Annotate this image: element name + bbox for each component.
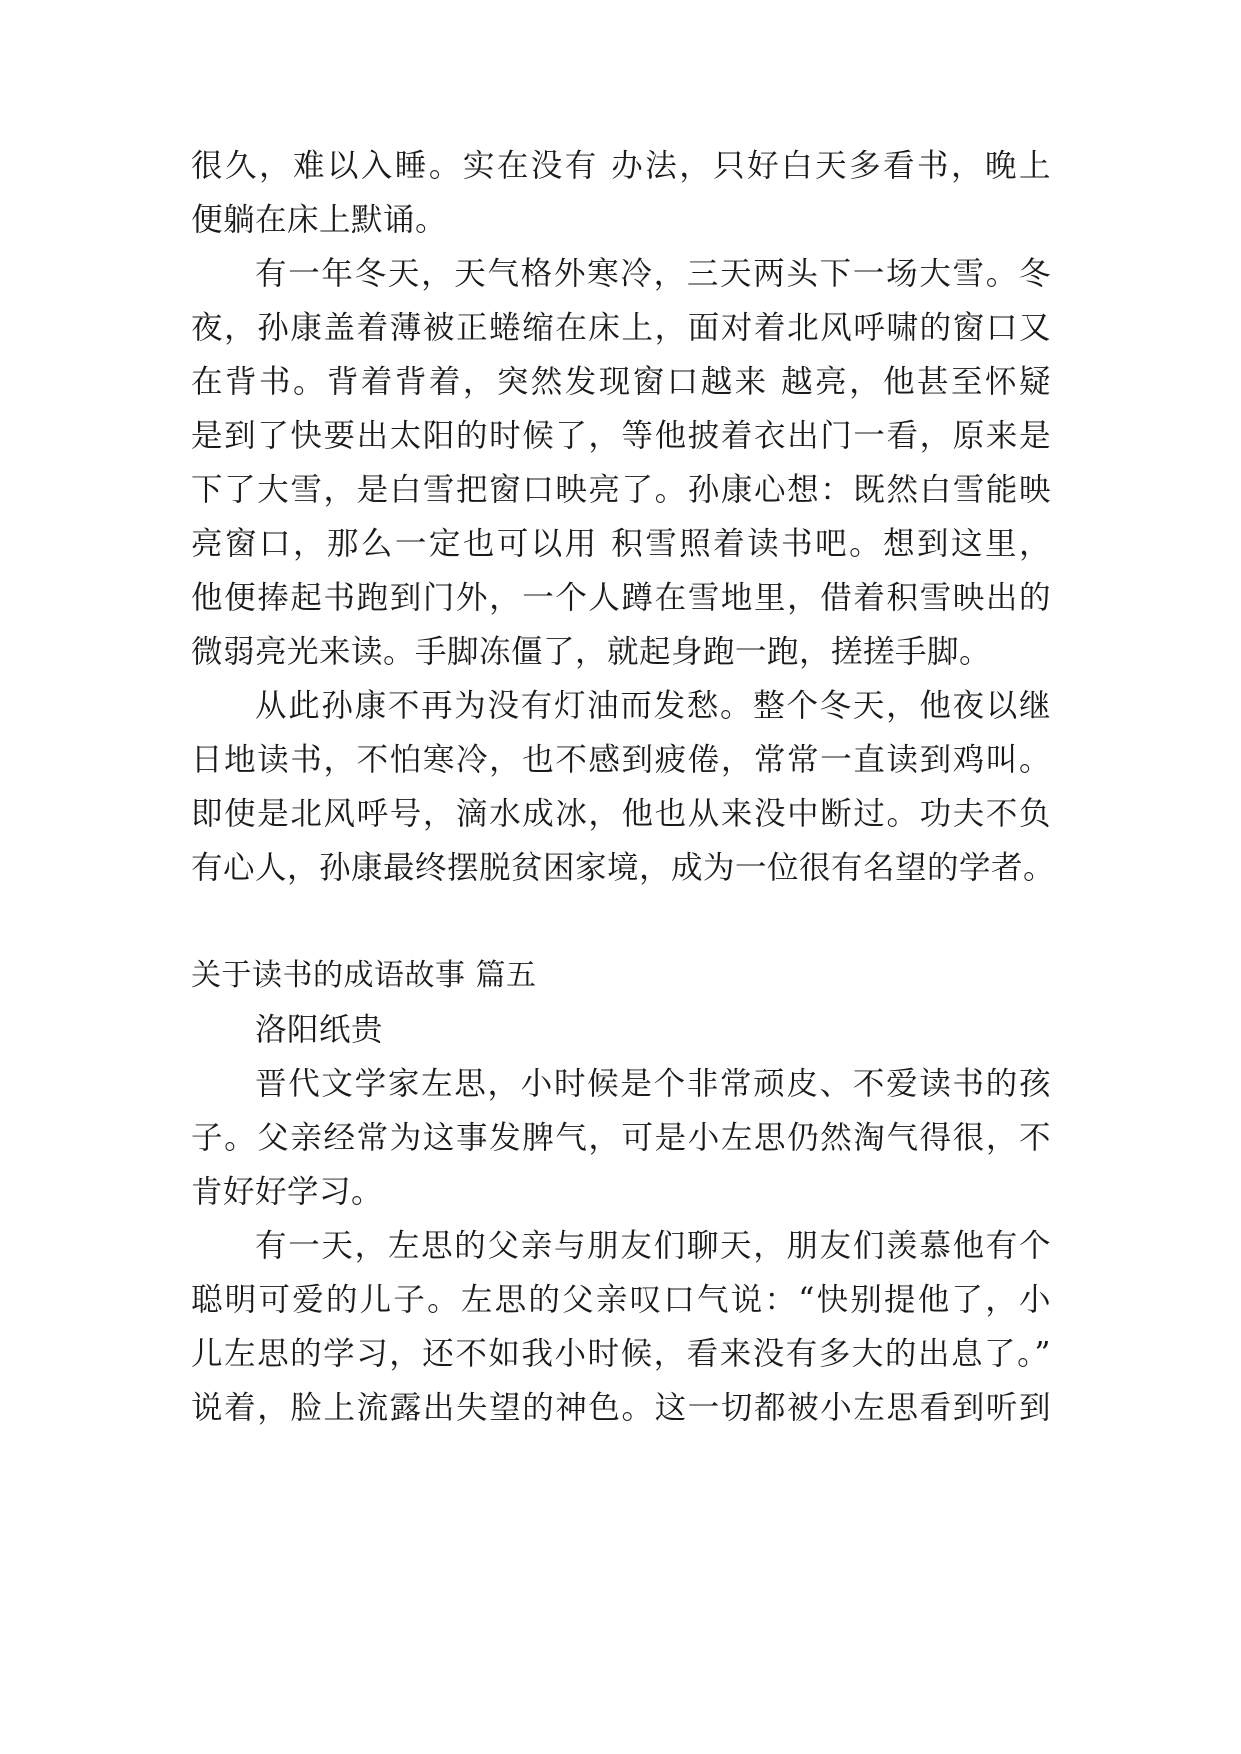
text-line: 聪明可爱的儿子。左思的父亲叹口气说：“快别提他了，小 [191, 1282, 1051, 1318]
section-heading: 关于读书的成语故事 篇五 [191, 958, 537, 993]
text-line: 在背书。背着背着，突然发现窗口越来 越亮，他甚至怀疑 [191, 364, 1051, 400]
text-line: 他便捧起书跑到门外，一个人蹲在雪地里，借着积雪映出的 [191, 580, 1051, 616]
story-title: 洛阳纸贵 [255, 1012, 384, 1048]
text-line: 从此孙康不再为没有灯油而发愁。整个冬天，他夜以继 [255, 688, 1051, 724]
text-line: 有一年冬天，天气格外寒冷，三天两头下一场大雪。冬 [255, 256, 1051, 292]
text-line: 夜，孙康盖着薄被正蜷缩在床上，面对着北风呼啸的窗口又 [191, 310, 1051, 346]
text-line: 即使是北风呼号，滴水成冰，他也从来没中断过。功夫不负 [191, 796, 1051, 832]
text-line: 儿左思的学习，还不如我小时候，看来没有多大的出息了。” [191, 1336, 1051, 1372]
text-line: 微弱亮光来读。手脚冻僵了，就起身跑一跑，搓搓手脚。 [191, 634, 992, 670]
text-line: 晋代文学家左思，小时候是个非常顽皮、不爱读书的孩 [255, 1066, 1051, 1102]
text-line: 日地读书，不怕寒冷，也不感到疲倦，常常一直读到鸡叫。 [191, 742, 1051, 778]
text-line: 亮窗口，那么一定也可以用 积雪照着读书吧。想到这里， [191, 526, 1051, 562]
text-line: 便躺在床上默诵。 [191, 202, 448, 238]
text-line: 肯好好学习。 [191, 1174, 384, 1210]
text-line: 有一天，左思的父亲与朋友们聊天，朋友们羡慕他有个 [255, 1228, 1051, 1264]
text-line: 子。父亲经常为这事发脾气，可是小左思仍然淘气得很，不 [191, 1120, 1051, 1156]
text-line: 是到了快要出太阳的时候了，等他披着衣出门一看，原来是 [191, 418, 1051, 454]
text-line: 很久，难以入睡。实在没有 办法，只好白天多看书，晚上 [191, 148, 1051, 184]
text-line: 说着，脸上流露出失望的神色。这一切都被小左思看到听到 [191, 1390, 1051, 1426]
text-line: 有心人，孙康最终摆脱贫困家境，成为一位很有名望的学者。 [191, 850, 1056, 886]
text-line: 下了大雪，是白雪把窗口映亮了。孙康心想：既然白雪能映 [191, 472, 1051, 508]
